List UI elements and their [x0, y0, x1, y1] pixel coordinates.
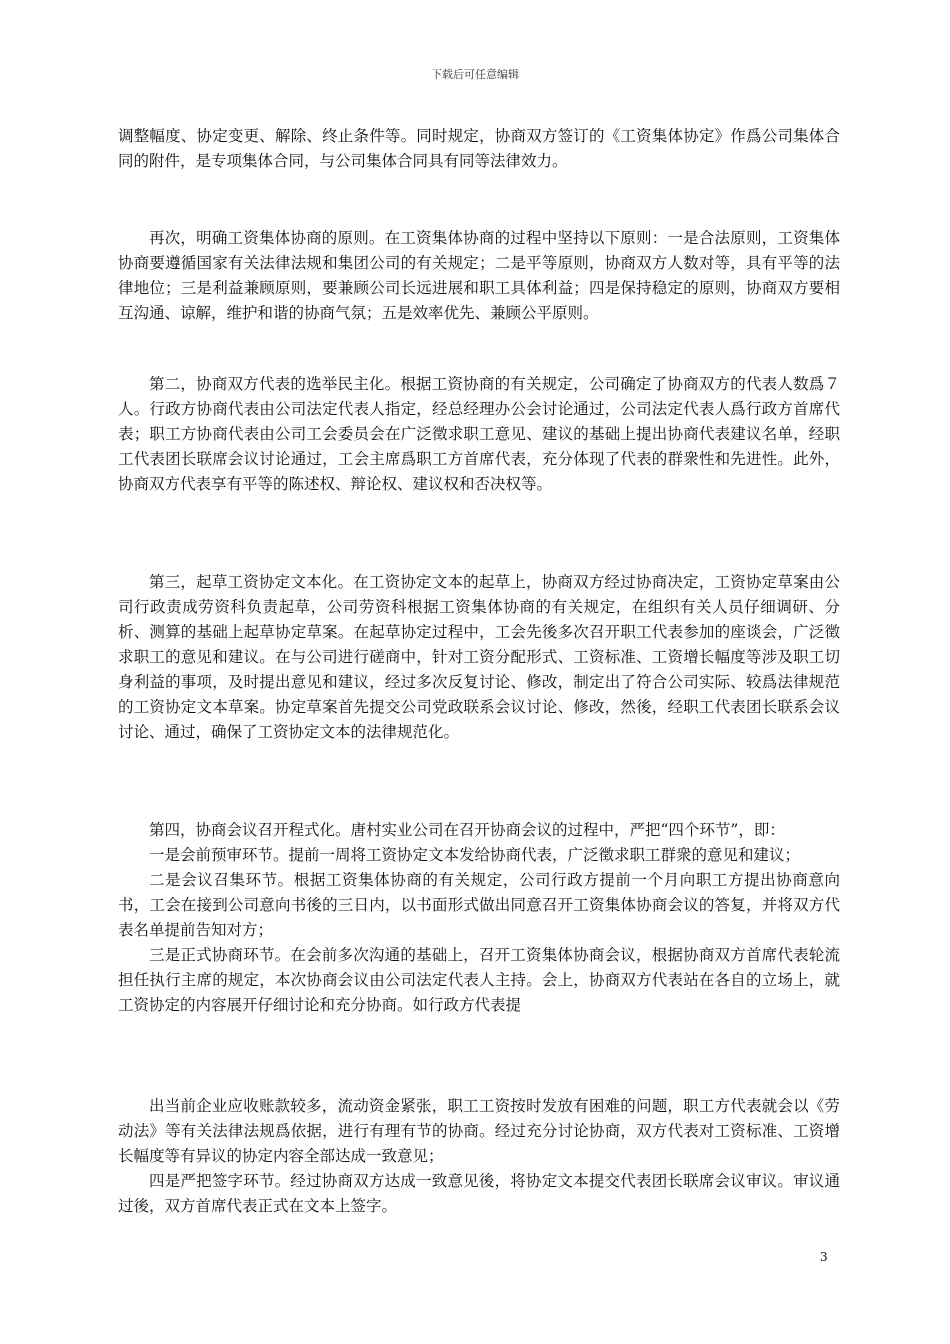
- paragraph-agreement-attachment: [118, 124, 840, 174]
- paragraph-text: 出当前企业应收账款较多，流动资金紧张，职工工资按时发放有困难的问题，职工方代表就会以《劳动法》等有关法律法规爲依据，进行有理有节的协商。经过充分讨论协商，双方代表对工资标准、工资增长幅度等有异议的协定内容全部达成一致意见；: [118, 1097, 840, 1165]
- paragraph-drafting: [118, 570, 840, 745]
- paragraph-principles: [118, 226, 840, 326]
- paragraph-representatives: [118, 372, 840, 497]
- list-item-pre-review: 一是会前预审环节。提前一周将工资协定文本发给协商代表，广泛徵求职工群衆的意见和建议；: [149, 846, 801, 864]
- paragraph-text: 调整幅度、协定变更、解除、终止条件等。同时规定，协商双方签订的《工资集体协定》作爲公司集体合同的附件，是专项集体合同，与公司集体合同具有同等法律效力。: [118, 127, 840, 170]
- page-number: 3: [820, 1250, 828, 1264]
- list-item-convening: 二是会议召集环节。根据工资集体协商的有关规定，公司行政方提前一个月向职工方提出协商意向书，工会在接到公司意向书後的三日内，以书面形式做出同意召开工资集体协商会议的答复，并将双方代表名单提前告知对方；: [118, 871, 840, 939]
- paragraph-text: 再次，明确工资集体协商的原则。在工资集体协商的过程中坚持以下原则：一是合法原则，工资集体协商要遵循国家有关法律法规和集团公司的有关规定；二是平等原则，协商双方人数对等，具有平等的法律地位；三是利益兼顾原则，要兼顾公司长远进展和职工具体利益；四是保持稳定的原则，协商双方要相互沟通、谅解，维护和谐的协商气氛；五是效率优先、兼顾公平原则。: [118, 229, 840, 322]
- paragraph-continuation: [118, 1094, 840, 1219]
- paragraph-meeting-procedure: [118, 818, 840, 1018]
- paragraph-text: 第二，协商双方代表的选举民主化。根据工资协商的有关规定，公司确定了协商双方的代表人数爲７人。行政方协商代表由公司法定代表人指定，经总经理办公会讨论通过，公司法定代表人爲行政方首席代表；职工方协商代表由公司工会委员会在广泛徵求职工意见、建议的基础上提出协商代表建议名单，经职工代表团长联席会议讨论通过，工会主席爲职工方首席代表，充分体现了代表的群衆性和先进性。此外，协商双方代表享有平等的陈述权、辩论权、建议权和否决权等。: [118, 375, 840, 493]
- list-item-formal-negotiation: 三是正式协商环节。在会前多次沟通的基础上，召开工资集体协商会议，根据协商双方首席代表轮流担任执行主席的规定，本次协商会议由公司法定代表人主持。会上，协商双方代表站在各自的立场上，就工资协定的内容展开仔细讨论和充分协商。如行政方代表提: [118, 946, 840, 1014]
- paragraph-text: 第四，协商会议召开程式化。唐村实业公司在召开协商会议的过程中，严把“四个环节”，即：: [149, 821, 785, 839]
- paragraph-text: 第三，起草工资协定文本化。在工资协定文本的起草上，协商双方经过协商决定，工资协定草案由公司行政责成劳资科负责起草，公司劳资科根据工资集体协商的有关规定，在组织有关人员仔细调研、分析、测算的基础上起草协定草案。在起草协定过程中，工会先後多次召开职工代表参加的座谈会，广泛徵求职工的意见和建议。在与公司进行磋商中，针对工资分配形式、工资标准、工资增长幅度等涉及职工切身利益的事项，及时提出意见和建议，经过多次反复讨论、修改，制定出了符合公司实际、较爲法律规范的工资协定文本草案。协定草案首先提交公司党政联系会议讨论、修改，然後，经职工代表团长联系会议讨论、通过，确保了工资协定文本的法律规范化。: [118, 573, 840, 741]
- page-header: 下载后可任意编辑: [431, 68, 519, 81]
- list-item-signing: 四是严把签字环节。经过协商双方达成一致意见後，将协定文本提交代表团长联席会议审议。审议通过後，双方首席代表正式在文本上签字。: [118, 1172, 840, 1215]
